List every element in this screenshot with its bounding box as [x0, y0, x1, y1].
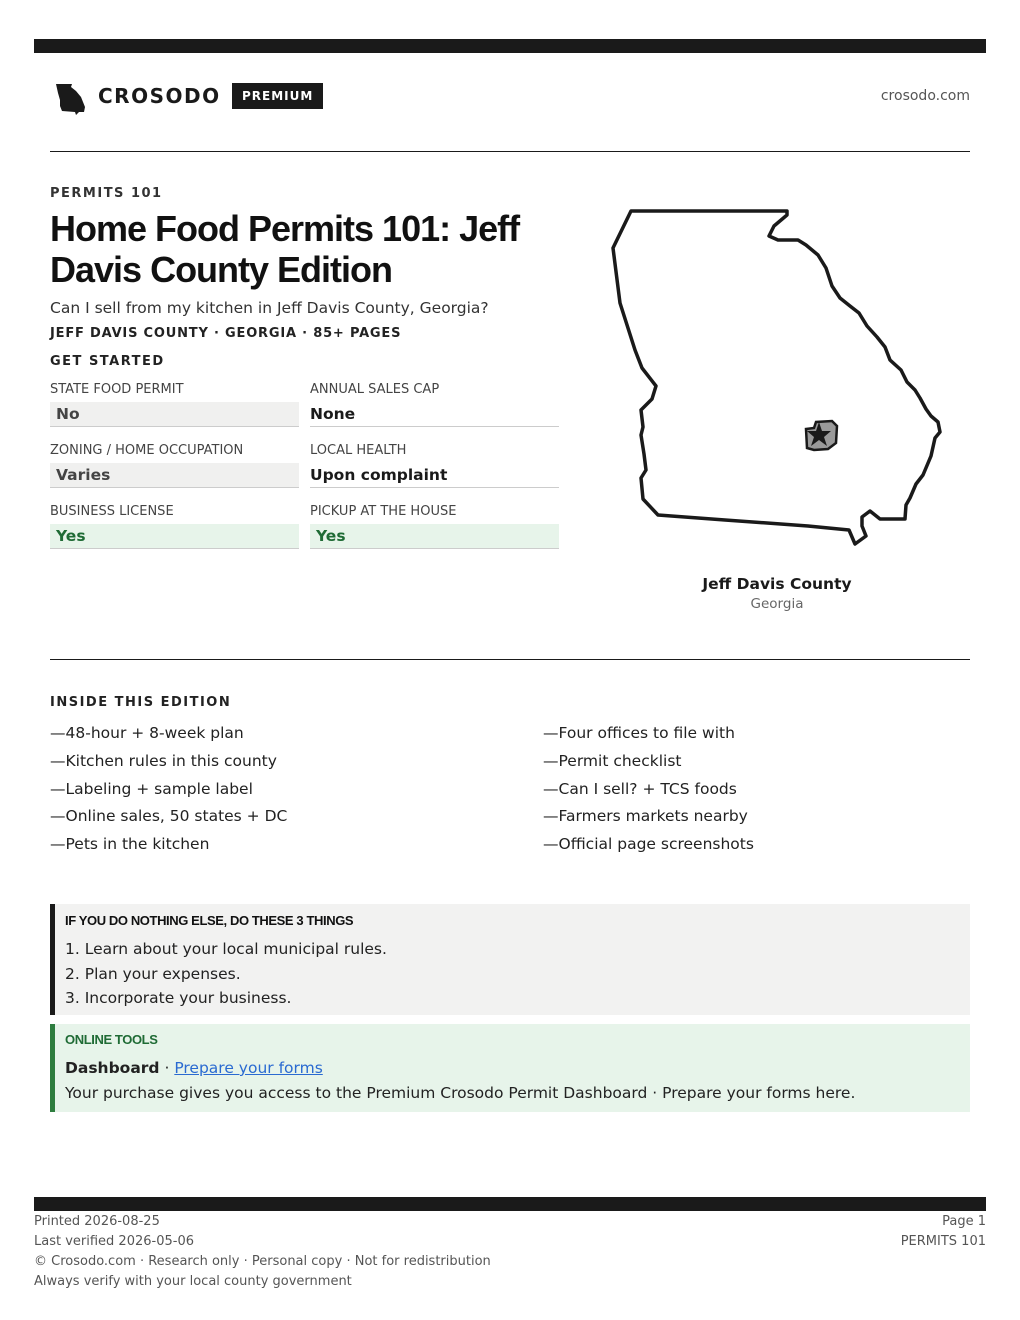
- state-outline: [613, 211, 940, 544]
- list-item: —Online sales, 50 states + DC: [50, 807, 288, 826]
- section-divider: [50, 659, 970, 660]
- field-state-food-permit: [50, 380, 299, 427]
- top-three-callout: [50, 904, 970, 1015]
- field-value: No: [50, 402, 299, 427]
- callout-heading: IF YOU DO NOTHING ELSE, DO THESE 3 THINGS: [65, 913, 354, 928]
- premium-badge: PREMIUM: [232, 83, 323, 109]
- verify-note: Always verify with your local county government: [34, 1274, 352, 1289]
- field-label: STATE FOOD PERMIT: [50, 382, 184, 397]
- inside-list-right: [543, 721, 754, 860]
- inside-edition-heading: INSIDE THIS EDITION: [50, 695, 232, 710]
- field-value: Yes: [50, 524, 299, 549]
- top-rule-bar: [34, 39, 986, 53]
- header: [50, 78, 970, 118]
- field-label: PICKUP AT THE HOUSE: [310, 504, 457, 519]
- tools-heading: ONLINE TOOLS: [65, 1032, 158, 1047]
- bottom-rule-bar: [34, 1197, 986, 1211]
- inside-list-left: [50, 721, 287, 860]
- separator: ·: [159, 1059, 175, 1077]
- field-annual-sales-cap: [310, 380, 559, 427]
- field-value: Upon complaint: [310, 463, 559, 488]
- list-item: 2. Plan your expenses.: [65, 964, 241, 983]
- map-county-label: Jeff Davis County: [702, 575, 852, 593]
- tools-links-line: [65, 1056, 960, 1080]
- list-item: —Farmers markets nearby: [543, 807, 748, 826]
- list-item: 1. Learn about your local municipal rules.: [65, 940, 387, 958]
- field-value: None: [310, 402, 559, 427]
- get-started-heading: GET STARTED: [50, 354, 165, 369]
- tools-description: Your purchase gives you access to the Premium Crosodo Permit Dashboard · Prepare your forms here.: [65, 1084, 856, 1102]
- field-pickup-at-house: [310, 502, 559, 549]
- list-item: —48-hour + 8-week plan: [50, 724, 244, 742]
- field-label: ANNUAL SALES CAP: [310, 382, 440, 397]
- online-tools-callout: [50, 1024, 970, 1112]
- edition-meta: JEFF DAVIS COUNTY · GEORGIA · 85+ PAGES: [50, 326, 402, 341]
- list-item: —Pets in the kitchen: [50, 835, 210, 854]
- footer-right: [901, 1212, 986, 1252]
- field-label: LOCAL HEALTH: [310, 443, 407, 458]
- field-label: ZONING / HOME OCCUPATION: [50, 443, 244, 458]
- georgia-state-map: [600, 200, 950, 560]
- page-title: Home Food Permits 101: Jeff Davis County Edition: [50, 208, 520, 290]
- prepare-forms-link[interactable]: Prepare your forms: [174, 1059, 323, 1077]
- field-value: Varies: [50, 463, 299, 488]
- verified-date: Last verified 2026-05-06: [34, 1234, 194, 1249]
- callout-list: [65, 937, 960, 1011]
- page-subtitle: Can I sell from my kitchen in Jeff Davis County, Georgia?: [50, 299, 489, 317]
- copyright: © Crosodo.com · Research only · Personal copy · Not for redistribution: [34, 1254, 491, 1269]
- field-local-health: [310, 441, 559, 488]
- section-kicker: PERMITS 101: [50, 186, 163, 201]
- list-item: —Official page screenshots: [543, 835, 754, 854]
- header-divider: [50, 151, 970, 152]
- map-state-label: Georgia: [750, 596, 804, 612]
- brand-name[interactable]: CROSODO: [98, 84, 221, 108]
- field-label: BUSINESS LICENSE: [50, 504, 174, 519]
- page-number: Page 1: [942, 1214, 986, 1229]
- site-url[interactable]: crosodo.com: [880, 88, 970, 104]
- list-item: 3. Incorporate your business.: [65, 989, 292, 1007]
- footer-left: [34, 1212, 491, 1292]
- list-item: —Can I sell? + TCS foods: [543, 779, 737, 798]
- list-item: —Four offices to file with: [543, 724, 735, 742]
- footer-section: PERMITS 101: [900, 1234, 986, 1249]
- list-item: —Kitchen rules in this county: [50, 751, 277, 770]
- dashboard-label: Dashboard: [65, 1059, 160, 1077]
- field-business-license: [50, 502, 299, 549]
- field-zoning-home-occupation: [50, 441, 299, 488]
- georgia-state-silhouette-icon: [52, 80, 88, 116]
- printed-date: Printed 2026-08-25: [34, 1214, 160, 1229]
- list-item: —Labeling + sample label: [50, 779, 253, 798]
- field-value: Yes: [310, 524, 559, 549]
- list-item: —Permit checklist: [543, 751, 682, 770]
